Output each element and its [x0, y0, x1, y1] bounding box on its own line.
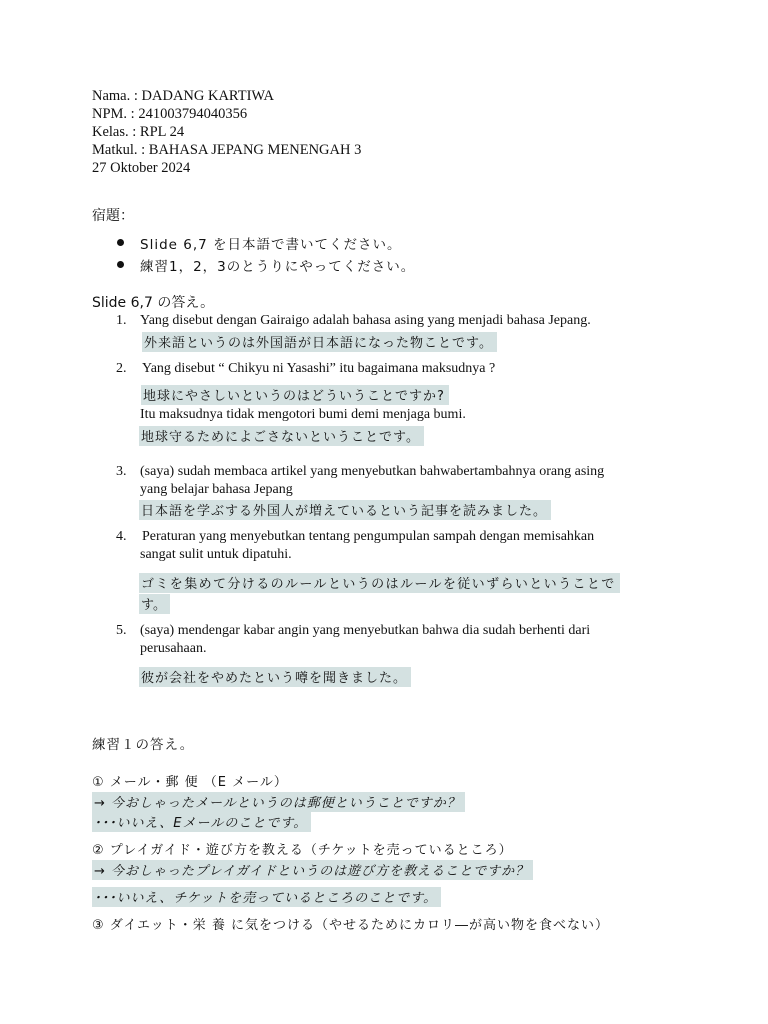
student-name: Nama. : DADANG KARTIWA — [92, 88, 274, 104]
item-number: 5. — [116, 623, 127, 638]
item-2-japanese: 地球にやさしいというのはどういうことですか? — [141, 385, 449, 405]
renshuu1-item-2-heading: ② プレイガイド・遊び方を教える（チケットを売っているところ） — [92, 843, 513, 858]
renshuu1-item-1-question: → 今おしゃったメールというのは郵便ということですか？ — [92, 792, 465, 812]
item-number: 1. — [116, 313, 127, 328]
homework-bullet-1: Slide 6,7 を日本語で書いてください。 — [140, 237, 402, 253]
homework-title: 宿題： — [92, 208, 134, 224]
item-number: 2. — [116, 361, 127, 376]
item-2-japanese-answer: 地球守るためによごさないということです。 — [139, 426, 424, 446]
renshuu1-item-3-heading: ③ ダイエット・栄 養 に気をつける（やせるためにカロリ―が高い物を食べない） — [92, 918, 610, 933]
renshuu1-item-2-question: → 今おしゃったプレイガイドというのは遊び方を教えることですか？ — [92, 860, 533, 880]
document-date: 27 Oktober 2024 — [92, 160, 191, 176]
item-number: 4. — [116, 529, 127, 544]
student-class: Kelas. : RPL 24 — [92, 124, 185, 140]
student-npm: NPM. : 241003794040356 — [92, 106, 248, 122]
renshuu1-item-1-heading: ① メール・郵 便 （E メール） — [92, 775, 288, 790]
renshuu1-title: 練習１の答え。 — [92, 737, 195, 753]
item-3-indonesian-line-1: (saya) sudah membaca artikel yang menyebutkan bahwabertambahnya orang asing — [140, 464, 605, 479]
renshuu1-item-2-answer: ･･･いいえ、チケットを売っているところのことです。 — [92, 887, 441, 907]
item-5-japanese: 彼が会社をやめたという噂を聞きました。 — [139, 667, 411, 687]
item-4-japanese-line-1: ゴミを集めて分けるのルールというのはルールを従いずらいということで — [139, 573, 620, 593]
item-5-indonesian-line-1: (saya) mendengar kabar angin yang menyebutkan bahwa dia sudah berhenti dari — [140, 623, 591, 638]
item-number: 3. — [116, 464, 127, 479]
item-2-indonesian-answer: Itu maksudnya tidak mengotori bumi demi menjaga bumi. — [140, 407, 466, 422]
item-4-indonesian-line-2: sangat sulit untuk dipatuhi. — [140, 547, 292, 562]
item-4-indonesian-line-1: Peraturan yang menyebutkan tentang pengumpulan sampah dengan memisahkan — [142, 529, 595, 544]
item-5-indonesian-line-2: perusahaan. — [140, 641, 207, 656]
item-4-japanese-line-2: す。 — [139, 594, 170, 614]
item-1-indonesian: Yang disebut dengan Gairaigo adalah bahasa asing yang menjadi bahasa Jepang. — [140, 313, 591, 328]
slide-answers-title: Slide 6,7 の答え。 — [92, 295, 215, 311]
item-2-indonesian: Yang disebut “ Chikyu ni Yasashi” itu bagaimana maksudnya ? — [142, 361, 496, 376]
renshuu1-item-1-answer: ･･･いいえ、Eメールのことです。 — [92, 812, 311, 832]
item-3-indonesian-line-2: yang belajar bahasa Jepang — [140, 482, 293, 497]
bullet-icon — [117, 261, 124, 268]
course-name: Matkul. : BAHASA JEPANG MENENGAH 3 — [92, 142, 362, 158]
item-1-japanese: 外来語というのは外国語が日本語になった物ことです。 — [142, 332, 497, 352]
item-3-japanese: 日本語を学ぶする外国人が増えているという記事を読みました。 — [139, 500, 551, 520]
bullet-icon — [117, 239, 124, 246]
homework-bullet-2: 練習1，2，3のとうりにやってください。 — [140, 259, 416, 275]
